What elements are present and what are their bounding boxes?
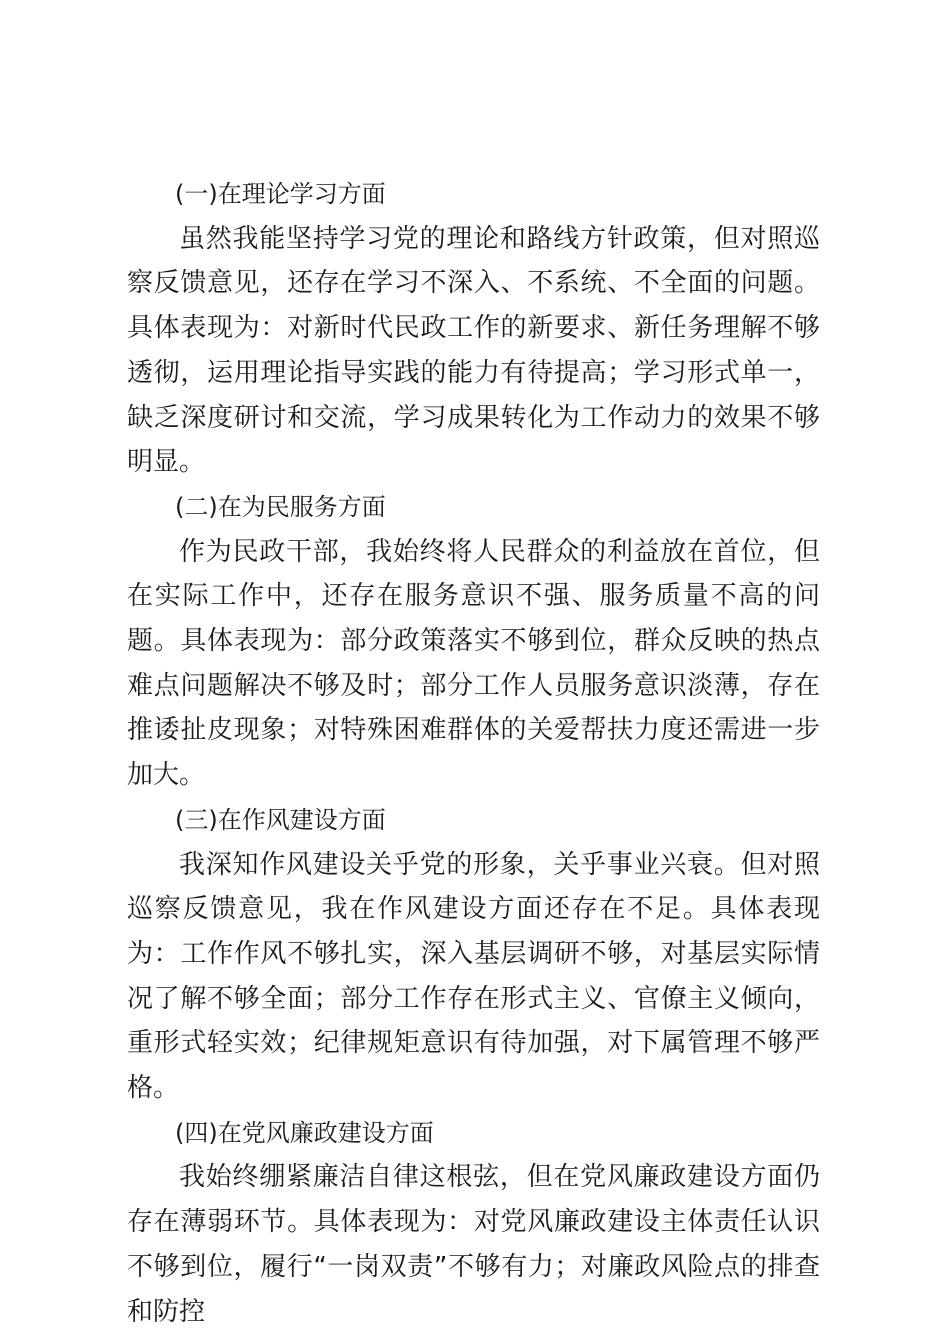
section-paragraph-public-service: 作为民政干部，我始终将人民群众的利益放在首位，但在实际工作中，还存在服务意识不强、服务质量不高的问题。具体表现为：部分政策落实不够到位，群众反映的热点难点问题解决不够及时；部分工作人员服务意识淡薄，存在推诿扯皮现象；对特殊困难群体的关爱帮扶力度还需进一步加大。 [127,536,820,791]
section-heading-work-style: (三)在作风建设方面 [175,805,386,834]
section-heading-public-service: (二)在为民服务方面 [175,492,386,521]
section-heading-integrity: (四)在党风廉政建设方面 [175,1118,434,1147]
section-paragraph-theory-study: 虽然我能坚持学习党的理论和路线方针政策，但对照巡察反馈意见，还存在学习不深入、不系统、不全面的问题。具体表现为：对新时代民政工作的新要求、新任务理解不够透彻，运用理论指导实践的能力有待提高；学习形式单一，缺乏深度研讨和交流，学习成果转化为工作动力的效果不够明显。 [127,223,820,478]
section-heading-theory-study: (一)在理论学习方面 [175,180,386,208]
document-body [127,172,820,1334]
section-paragraph-integrity: 我始终绷紧廉洁自律这根弦，但在党风廉政建设方面仍存在薄弱环节。具体表现为：对党风廉政建设主体责任认识不够到位，履行“一岗双责”不够有力；对廉政风险点的排查和防控 [127,1162,820,1327]
section-paragraph-work-style: 我深知作风建设关乎党的形象，关乎事业兴衰。但对照巡察反馈意见，我在作风建设方面还存在不足。具体表现为：工作作风不够扎实，深入基层调研不够，对基层实际情况了解不够全面；部分工作存在形式主义、官僚主义倾向，重形式轻实效；纪律规矩意识有待加强，对下属管理不够严格。 [127,849,820,1104]
